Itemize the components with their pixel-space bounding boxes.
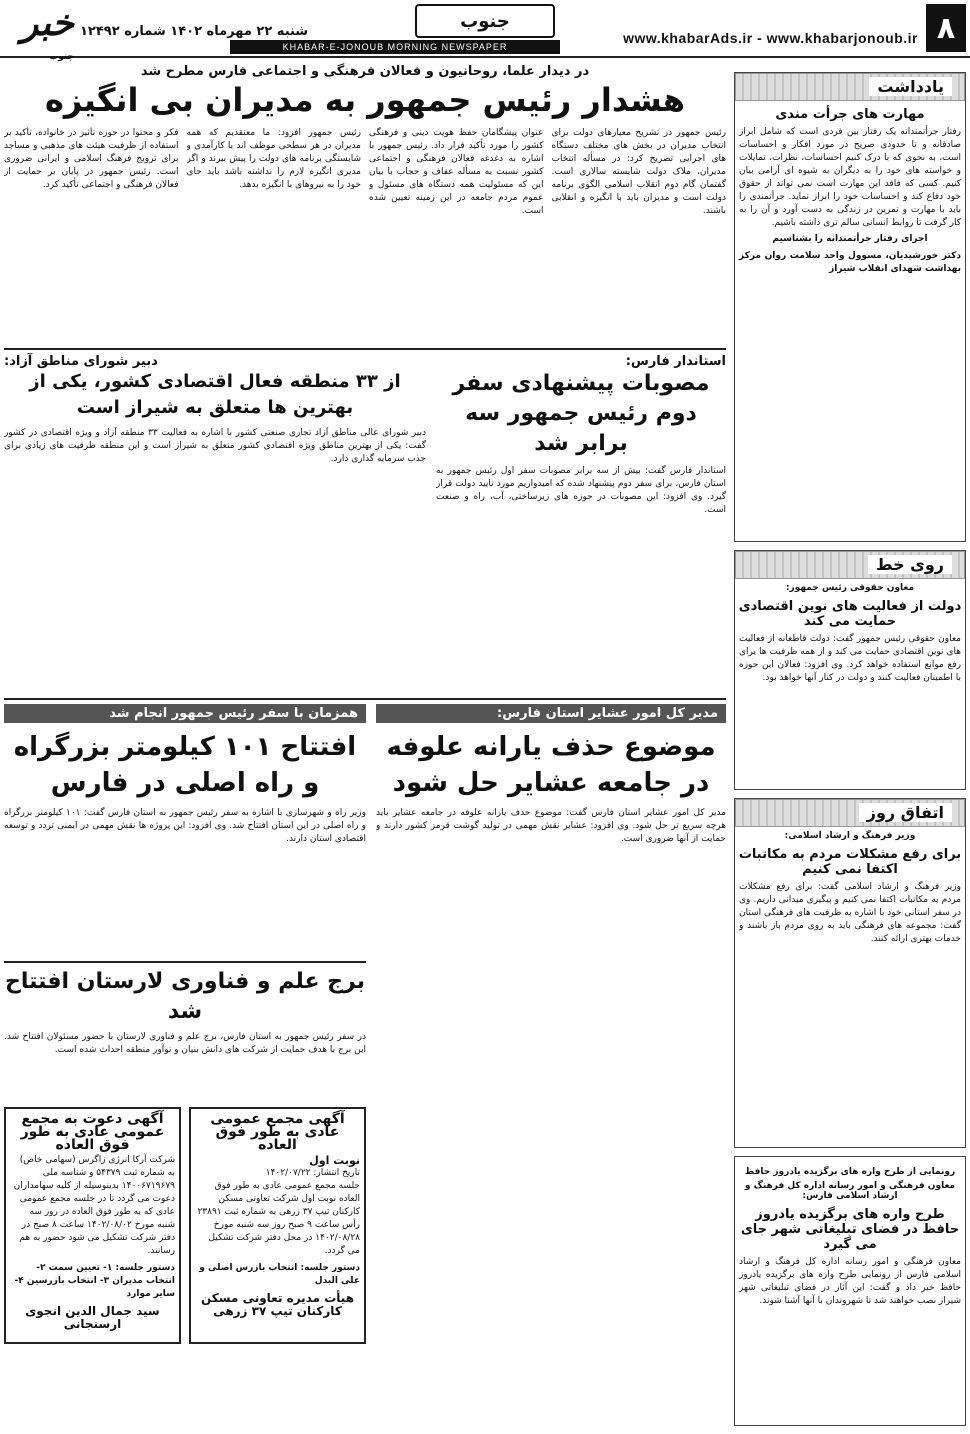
logo-subtext: جنوب: [49, 52, 74, 62]
ashayer-bar: مدیر کل امور عشایر استان فارس:: [376, 704, 726, 723]
newspaper-logo: [4, 2, 74, 62]
ad2-agenda: دستور جلسه: ۱- تعیین سمت ۲- انتخاب مدیران ۳- انتخاب بازرسین ۴- سایر موارد: [14, 1263, 175, 1299]
lead-column-3: رئیس جمهور افزود: ما معتقدیم که همه مدیران در هر سطحی موظف اند با کارآمدی و شایستگی برنامه های دولت را پیش ببرند و اگر مدیری انگیزه لازم را نداشته باشد باید جای خود را به نیروهای با انگیزه بدهد.: [186, 128, 361, 190]
rooye-khat-body: معاون حقوقی رئیس جمهور گفت: دولت قاطعانه از فعالیت های نوین اقتصادی حمایت می کند و از همه ظرفیت ها برای رفع موانع استفاده خواهد کرد. وی افزود: فعالان این حوزه با اطمینان فعالیت کنند و دولت در کنار آنها خواهد بود.: [739, 634, 961, 683]
lead-story: [4, 64, 726, 344]
lead-headline: هشدار رئیس جمهور به مدیران بی انگیزه: [44, 81, 686, 119]
azad-story: [4, 354, 426, 694]
lead-column-4: فکر و محتوا در حوزه تأثیر در خانواده، تأکید بر استفاده از ظرفیت هیئت های مذهبی و مساجد برای ترویج فرهنگ اسلامی و ایرانی ضروری است. رئیس جمهور در پایان بر حمایت از فعالان فرهنگی و اجتماعی تأکید کرد.: [4, 128, 179, 190]
rooye-khat-header: روی خط: [735, 551, 965, 579]
lead-column-1: رئیس جمهور در تشریح معیارهای دولت برای انتخاب مدیران در بخش های مختلف دستگاه های اجرایی تصریح کرد: در مسأله انتخاب مدیران، ملاک دولت شایسته سالاری است. گفتمان گام دوم انقلاب اسلامی الگوی برنامه دولت است و مدیران باید با انگیزه و انقلابی باشند.: [551, 128, 726, 216]
note-header: یادداشت: [735, 73, 965, 101]
hafez-kicker: رونمایی از طرح واره های برگزیده یادروز حافظ: [744, 1167, 956, 1177]
roads-bar: همزمان با سفر رئیس جمهور انجام شد: [4, 704, 366, 723]
divider: [4, 698, 726, 700]
lorestan-headline: برج علم و فناوری لارستان افتتاح شد: [5, 969, 365, 1024]
main-content: [4, 64, 726, 1430]
rooye-khat-title: دولت از فعالیت های نوین اقتصادی حمایت می کند: [738, 599, 962, 629]
dateline: شنبه ۲۲ مهرماه ۱۴۰۲ شماره ۱۲۴۹۲: [80, 24, 309, 39]
ettefagh-rooz-column: [734, 798, 966, 1148]
ad1-date: تاریخ انتشار: ۱۴۰۲/۰۷/۲۲: [265, 1168, 360, 1178]
ad1-subtitle: نوبت اول: [309, 1154, 360, 1167]
azad-headline: از ۳۳ منطقه فعال اقتصادی کشور، یکی از بهترین ها متعلق به شیراز است: [29, 371, 401, 418]
ostandar-headline: مصوبات پیشنهادی سفر دوم رئیس جمهور سه برابر شد: [452, 371, 710, 456]
ad2-body: شرکت آرکا انرژی زاگرس (سهامی خاص) به شماره ثبت ۵۴۳۷۹ و شناسه ملی ۱۴۰۰۶۷۱۹۶۷۹ بدینوسیله از کلیه سهامداران دعوت می گردد تا در جلسه مجمع عمومی عادی که به طور فوق العاده در روز سه شنبه مورخ ۱۴۰۲/۰۸/۰۲ ساعت ۸ صبح در دفتر شرکت تشکیل می شود حضور به هم رسانند.: [13, 1155, 175, 1256]
note-title: مهارت های جرأت مندی: [775, 107, 925, 122]
logo-text: خبر: [21, 2, 74, 44]
ad2-signature: سید جمال الدین انجوی ارسنجانی: [25, 1304, 160, 1331]
ad1-agenda: دستور جلسه: انتخاب بازرس اصلی و علی البدل: [199, 1263, 360, 1286]
ad-arka: [4, 1107, 181, 1344]
ad1-title: آگهی مجمع عمومی عادی به طور فوق العاده: [210, 1111, 345, 1153]
roads-column: [4, 704, 366, 1344]
note-body: رفتار جرأتمندانه یک رفتار بین فردی است که شامل ابراز صادقانه و تا حدودی صریح در مورد افکار و احساسات است، به نحوی که با درک کنیم احساسات، نظرات، تمایلات و خواسته های خود را به دیگران به شیوه ای آرامی بیان کنیم. کسی که فاقد این مهارت است نمی تواند از حقوق خود دفاع کند و احساسات خود را ابراز نماید. جرأتمندی را باید با مهارت و تمرین در زندگی به دست آورد و آن را به کار گرفت تا روابط انسانی سالم تری داشته باشیم.: [739, 127, 961, 228]
website-urls[interactable]: www.khabarAds.ir - www.khabarjonoub.ir: [623, 30, 918, 46]
ostandar-kicker: استاندار فارس:: [625, 354, 726, 369]
rooye-khat-column: [734, 550, 966, 790]
english-name-strip: KHABAR-E-JONOUB MORNING NEWSPAPER: [230, 40, 560, 54]
ettefagh-rooz-body: وزیر فرهنگ و ارشاد اسلامی گفت: برای رفع مشکلات مردم به مکاتبات اکتفا نمی کنیم و پیگیری میدانی داریم. وی در سفر استانی خود با اشاره به ظرفیت های فرهنگی استان گفت: مجموعه های فرهنگی باید به روی مردم باز باشند و خدمات بهتری ارائه کنند.: [739, 882, 961, 944]
roads-headline: افتتاح ۱۰۱ کیلومتر بزرگراه و راه اصلی در فارس: [13, 732, 357, 798]
lead-column-2: عنوان پیشگامان حفظ هویت دینی و فرهنگی کشور را مورد تأکید قرار داد. رئیس جمهور با اشاره به دغدغه فعالان فرهنگی و اجتماعی کشور نسبت به مسأله عفاف و حجاب با بیان این که مسئولیت همه دستگاه های مسئول و عموم مردم جامعه در این زمینه تعیین شده است.: [369, 128, 544, 216]
lorestan-body: در سفر رئیس جمهور به استان فارس، برج علم و فناوری لارستان با حضور مسئولان افتتاح شد. این برج با هدف حمایت از شرکت های دانش بنیان و نوآور منطقه احداث شده است.: [4, 1032, 366, 1055]
section-label: جنوب: [415, 4, 555, 38]
note-signature: دکتر خورشیدیان، مسوول واحد سلامت روان مرکز بهداشت شهدای انقلاب شیراز: [739, 251, 961, 274]
ashayer-body: مدیر کل امور عشایر استان فارس گفت: موضوع حذف یارانه علوفه در جامعه عشایر باید هرچه سریع تر حل شود. وی افزود: عشایر نقش مهمی در تولید گوشت قرمز کشور دارند و حمایت از آنها ضروری است.: [376, 808, 726, 844]
ashayer-story: [376, 704, 726, 1344]
ad2-title: آگهی دعوت به مجمع عمومی عادی به طور فوق العاده: [20, 1111, 165, 1153]
ad1-body: جلسه مجمع عمومی عادی به طور فوق العاده نوبت اول شرکت تعاونی مسکن کارکنان تیپ ۳۷ زرهی به شماره ثبت ۲۳۸۹۱ رأس ساعت ۹ صبح روز سه شنبه مورخ ۱۴۰۲/۰۸/۲۸ در محل دفتر شرکت تشکیل می گردد.: [197, 1181, 360, 1256]
ad-tip37: [189, 1107, 366, 1344]
ettefagh-rooz-kicker: وزیر فرهنگ و ارشاد اسلامی:: [784, 831, 916, 841]
page-number: ۸: [926, 4, 966, 52]
lead-kicker: در دیدار علما، روحانیون و فعالان فرهنگی و اجتماعی فارس مطرح شد: [140, 64, 590, 79]
sidebar: [734, 64, 966, 1430]
note-column: [734, 72, 966, 542]
hafez-title: طرح واره های برگزیده یادروز حافظ در فضای تبلیغاتی شهر جای می گیرد: [740, 1207, 960, 1252]
azad-kicker: دبیر شورای مناطق آزاد:: [4, 354, 158, 369]
masthead: [0, 0, 970, 62]
divider: [4, 348, 726, 350]
rooye-khat-kicker: معاون حقوقی رئیس جمهور:: [785, 583, 915, 593]
hafez-body: معاون فرهنگی و امور رسانه اداره کل فرهنگ و ارشاد اسلامی فارس از رونمایی طرح واره های برگزیده یادروز حافظ خبر داد و گفت: این آثار در فضای تبلیغاتی شهر شیراز نصب خواهند شد تا شهروندان با آنها آشنا شوند.: [739, 1257, 961, 1306]
azad-body: دبیر شورای عالی مناطق آزاد تجاری صنعتی کشور با اشاره به فعالیت ۳۳ منطقه آزاد و ویژه اقتصادی در کشور گفت: یکی از بهترین مناطق ویژه اقتصادی کشور متعلق به شیراز است و این منطقه ظرفیت های زیادی برای جذب سرمایه گذاری دارد.: [4, 428, 426, 464]
ettefagh-rooz-title: برای رفع مشکلات مردم به مکاتبات اکتفا نمی کنیم: [738, 847, 962, 877]
ettefagh-rooz-header: اتفاق روز: [735, 799, 965, 827]
ostandar-body: استاندار فارس گفت: بیش از سه برابر مصوبات سفر اول رئیس جمهور به استان فارس، برای سفر دوم پیشنهاد شده که امیدواریم مورد تایید دولت قرار گیرد. وی افزود: این مصوبات در حوزه های زیرساختی، آب، راه و صنعت است.: [436, 466, 726, 515]
ad1-signature: هیأت مدیره تعاونی مسکن کارکنان تیپ ۳۷ زرهی: [200, 1291, 355, 1318]
hafez-kicker-2: معاون فرهنگی و امور رسانه اداره کل فرهنگ و ارشاد اسلامی فارس:: [744, 1181, 956, 1201]
ashayer-headline: موضوع حذف یارانه علوفه در جامعه عشایر حل شود: [386, 732, 716, 798]
note-caption: اجرای رفتار جرأتمندانه را بشناسیم: [772, 234, 928, 244]
ostandar-story: [436, 354, 726, 694]
hafez-story: [734, 1156, 966, 1426]
divider: [4, 961, 366, 963]
ads-row: [4, 1107, 366, 1344]
roads-body: وزیر راه و شهرسازی با اشاره به سفر رئیس جمهور به استان فارس گفت: ۱۰۱ کیلومتر بزرگراه و راه اصلی در این استان افتتاح شد. وی افزود: این پروژه ها نقش مهمی در ایمنی تردد و توسعه اقتصادی استان دارند.: [4, 808, 366, 844]
